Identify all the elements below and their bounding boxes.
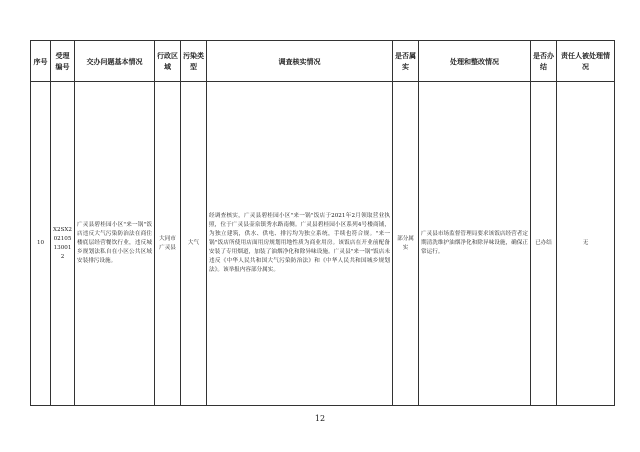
header-handling: 处理和整改情况	[419, 41, 531, 82]
header-region: 行政区域	[155, 41, 181, 82]
table-row	[31, 82, 615, 406]
cell-case-id: X2SX202105130012	[51, 82, 75, 406]
header-closed: 是否办结	[531, 41, 557, 82]
header-verified: 是否属实	[393, 41, 419, 82]
header-accountability: 责任人被处理情况	[557, 41, 615, 82]
cell-investigation: 经调查核实，广灵县碧桂园小区"来一锅"饭店于2021年2月领取营业执照，位于广灵县壶泉镇秀水路南侧。广灵县碧桂园小区系列4号楼商铺，为独立建筑，供水、供电、排污均为独立系统，手续也符合规。"来一锅"饭店所使用店面用房规划用地性质为商业用房。该饭店在开业前配备安装了专用烟道，加装了油烟净化和除异味设施。广灵县"来一锅"饭店未违反《中华人民共和国大气污染防治法》和《中华人民共和国城乡规划法》。该举报内容部分属实。	[207, 82, 393, 406]
header-seq: 序号	[31, 41, 51, 82]
cell-region: 大同市广灵县	[155, 82, 181, 406]
cell-closed: 已办结	[531, 82, 557, 406]
cell-handling: 广灵县市场监督管理局要求该饭店经营者定期清洗维护油烟净化和除异味设施，确保正常运行。	[419, 82, 531, 406]
header-problem: 交办问题基本情况	[75, 41, 155, 82]
table-header-row	[31, 41, 615, 82]
cell-verified: 部分属实	[393, 82, 419, 406]
header-case-id: 受理编号	[51, 41, 75, 82]
header-investigation: 调查核实情况	[207, 41, 393, 82]
header-pollution: 污染类型	[181, 41, 207, 82]
cell-seq: 10	[31, 82, 51, 406]
cell-problem: 广灵县碧桂园小区"来一锅"饭店违反大气污染防治法在商住楼底层经营餐饮行业，违反城乡规划法私自在小区公共区域安装排污设施。	[75, 82, 155, 406]
page-number: 12	[314, 414, 326, 423]
case-table	[30, 40, 615, 406]
cell-pollution: 大气	[181, 82, 207, 406]
cell-accountability: 无	[557, 82, 615, 406]
